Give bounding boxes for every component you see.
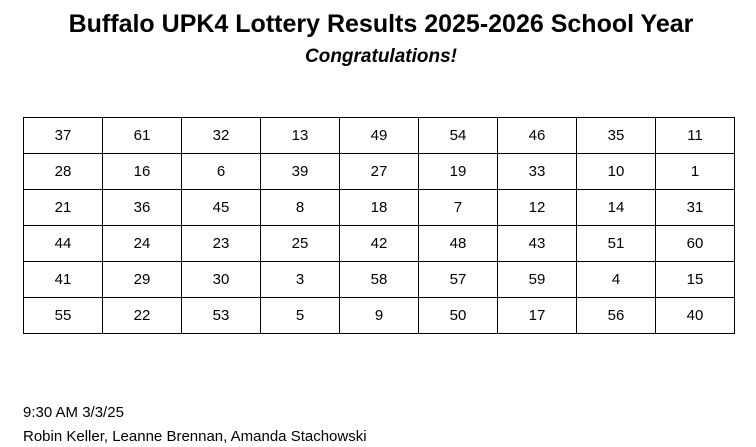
lottery-number-cell: 49 (340, 118, 419, 154)
lottery-number-cell: 48 (419, 226, 498, 262)
lottery-number-cell: 10 (577, 154, 656, 190)
lottery-number-cell: 18 (340, 190, 419, 226)
lottery-number-cell: 61 (103, 118, 182, 154)
timestamp-text: 9:30 AM 3/3/25 (23, 404, 124, 421)
lottery-number-cell: 9 (340, 298, 419, 334)
lottery-number-cell: 11 (656, 118, 735, 154)
table-row (24, 154, 735, 190)
lottery-number-cell: 35 (577, 118, 656, 154)
table-row (24, 190, 735, 226)
lottery-number-cell: 55 (24, 298, 103, 334)
lottery-number-cell: 59 (498, 262, 577, 298)
lottery-number-cell: 19 (419, 154, 498, 190)
lottery-number-cell: 42 (340, 226, 419, 262)
lottery-number-cell: 41 (24, 262, 103, 298)
lottery-number-cell: 51 (577, 226, 656, 262)
lottery-number-cell: 32 (182, 118, 261, 154)
lottery-number-cell: 12 (498, 190, 577, 226)
lottery-number-cell: 46 (498, 118, 577, 154)
lottery-number-cell: 8 (261, 190, 340, 226)
lottery-number-cell: 16 (103, 154, 182, 190)
lottery-number-cell: 50 (419, 298, 498, 334)
lottery-number-cell: 21 (24, 190, 103, 226)
lottery-number-cell: 4 (577, 262, 656, 298)
lottery-number-cell: 23 (182, 226, 261, 262)
lottery-number-cell: 28 (24, 154, 103, 190)
lottery-number-cell: 13 (261, 118, 340, 154)
table-row (24, 262, 735, 298)
lottery-number-cell: 3 (261, 262, 340, 298)
lottery-number-cell: 29 (103, 262, 182, 298)
lottery-number-cell: 36 (103, 190, 182, 226)
lottery-number-cell: 56 (577, 298, 656, 334)
lottery-number-cell: 44 (24, 226, 103, 262)
lottery-number-cell: 1 (656, 154, 735, 190)
lottery-number-cell: 40 (656, 298, 735, 334)
lottery-number-cell: 54 (419, 118, 498, 154)
lottery-number-cell: 6 (182, 154, 261, 190)
lottery-number-cell: 57 (419, 262, 498, 298)
lottery-number-cell: 53 (182, 298, 261, 334)
results-table-body (24, 118, 735, 334)
lottery-number-cell: 25 (261, 226, 340, 262)
table-row (24, 118, 735, 154)
lottery-number-cell: 45 (182, 190, 261, 226)
lottery-number-cell: 39 (261, 154, 340, 190)
page-title: Buffalo UPK4 Lottery Results 2025-2026 School Year (68, 10, 694, 38)
lottery-number-cell: 60 (656, 226, 735, 262)
lottery-number-cell: 5 (261, 298, 340, 334)
table-row (24, 298, 735, 334)
lottery-number-cell: 27 (340, 154, 419, 190)
lottery-number-cell: 37 (24, 118, 103, 154)
lottery-number-cell: 31 (656, 190, 735, 226)
lottery-number-cell: 33 (498, 154, 577, 190)
lottery-number-cell: 24 (103, 226, 182, 262)
page-subtitle: Congratulations! (305, 46, 457, 67)
staff-names-text: Robin Keller, Leanne Brennan, Amanda Stachowski (23, 428, 367, 445)
lottery-number-cell: 22 (103, 298, 182, 334)
lottery-number-cell: 58 (340, 262, 419, 298)
lottery-results-table (23, 117, 735, 334)
lottery-number-cell: 17 (498, 298, 577, 334)
lottery-number-cell: 14 (577, 190, 656, 226)
lottery-number-cell: 7 (419, 190, 498, 226)
lottery-number-cell: 15 (656, 262, 735, 298)
lottery-number-cell: 30 (182, 262, 261, 298)
lottery-number-cell: 43 (498, 226, 577, 262)
table-row (24, 226, 735, 262)
